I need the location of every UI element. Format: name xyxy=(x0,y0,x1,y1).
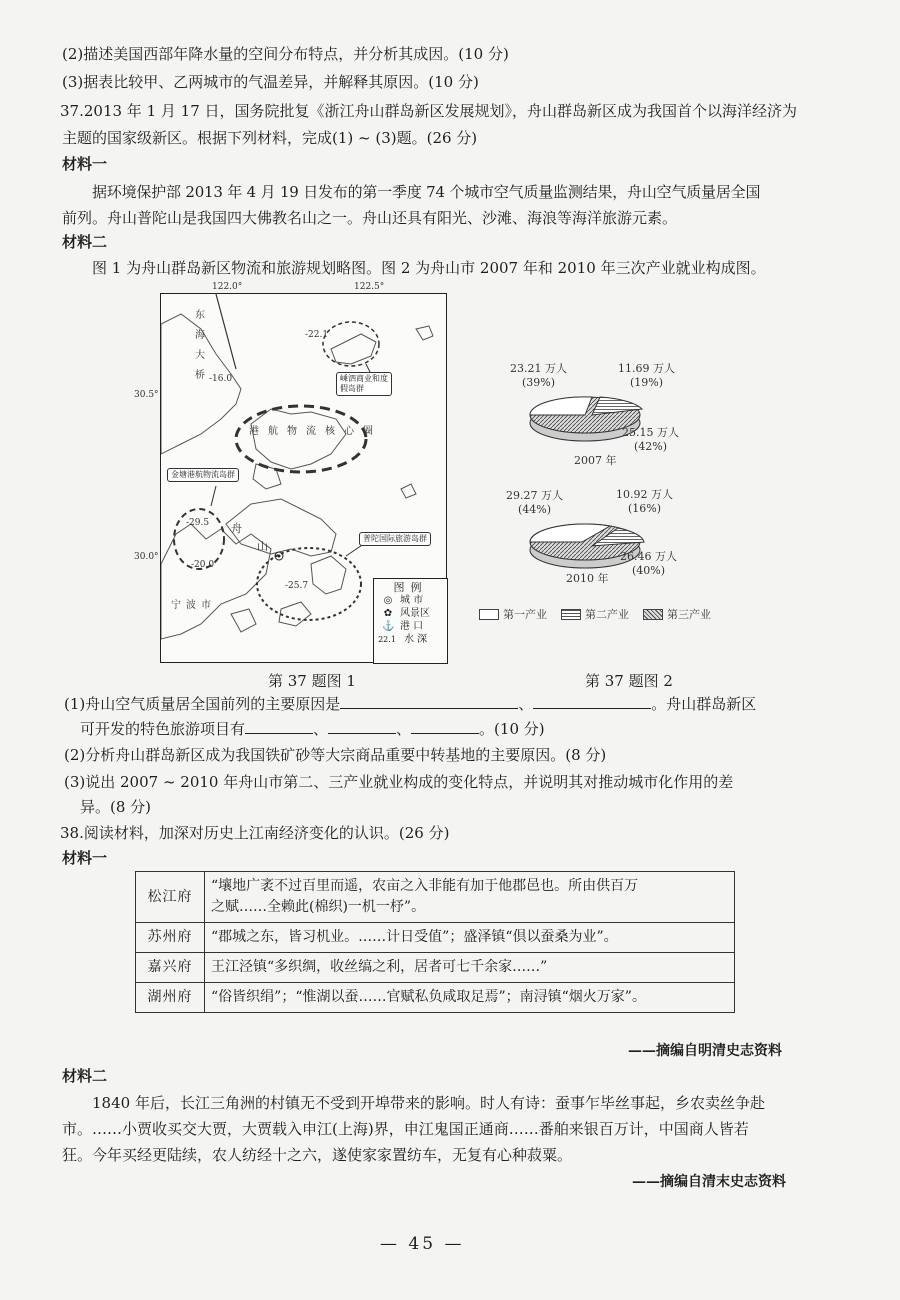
q38-material1-table xyxy=(135,871,735,1013)
table-cell-name: 嘉兴府 xyxy=(136,953,205,983)
q38-material2-line1: 1840 年后，长江三角洲的村镇无不受到开埠带来的影响。时人有诗：蚕事乍毕丝事起，乡农卖丝争赴 xyxy=(92,1094,765,1112)
anchor-icon: ⚓ xyxy=(382,621,395,632)
swatch-primary xyxy=(479,609,499,620)
map-depth-5: -25.7 xyxy=(285,581,309,591)
table-cell-name: 苏州府 xyxy=(136,923,205,953)
q36-part2: (2)描述美国西部年降水量的空间分布特点，并分析其成因。(10 分) xyxy=(62,45,509,63)
page-number: — 45 — xyxy=(380,1234,465,1254)
pie2007-c: 25.15 万人 (42%) xyxy=(622,426,679,453)
pie2010-a: 29.27 万人 (44%) xyxy=(506,489,563,516)
pie2007-year: 2007 年 xyxy=(574,454,617,467)
answer-blank-4[interactable] xyxy=(328,719,396,734)
map-depth-4: -20.0 xyxy=(191,560,215,570)
q38-material2-line3: 狂。今年买经更陆续，农人纺经十之六，遂使家家置纺车，无复有心种菽粟。 xyxy=(62,1146,573,1164)
answer-blank-2[interactable] xyxy=(533,694,651,709)
pie2007-b: 11.69 万人 (19%) xyxy=(618,362,675,389)
legend-item-port: ⚓ 港 口 xyxy=(382,621,424,632)
q37-sub3-line2: 异。(8 分) xyxy=(80,798,152,816)
q37-sub2: (2)分析舟山群岛新区成为我国铁矿砂等大宗商品重要中转基地的主要原因。(8 分) xyxy=(64,746,607,764)
map-latitude-2: 30.0° xyxy=(134,552,159,562)
q37-material1-title: 材料一 xyxy=(62,155,108,173)
fig1-caption: 第 37 题图 1 xyxy=(268,672,356,690)
q37-stem-line1: 37.2013 年 1 月 17 日，国务院批复《浙江舟山群岛新区发展规划》，舟山群岛新区成为我国首个以海洋经济为 xyxy=(60,102,798,120)
city-icon: ◎ xyxy=(383,595,393,606)
q37-material1-line1: 据环境保护部 2013 年 4 月 19 日发布的第一季度 74 个城市空气质量监测结果，舟山空气质量居全国 xyxy=(92,183,761,201)
legend-item-scenic: ✿ 风景区 xyxy=(383,608,430,619)
pie2010-c: 26.46 万人 (40%) xyxy=(620,550,677,577)
table-cell-text: “俗皆织绢”；“惟湖以蚕……官赋私负咸取足焉”；南浔镇“烟火万家”。 xyxy=(205,983,735,1013)
map-place-zhou: 舟 xyxy=(231,522,242,535)
legend-title: 图例 xyxy=(393,581,428,594)
answer-blank-5[interactable] xyxy=(411,719,479,734)
table-cell-text: “郡城之东，皆习机业。……计日受值”；盛泽镇“倶以蚕桑为业”。 xyxy=(205,923,735,953)
fig2-caption: 第 37 题图 2 xyxy=(585,672,673,690)
answer-blank-3[interactable] xyxy=(245,719,313,734)
pie2007-a: 23.21 万人 (39%) xyxy=(510,362,567,389)
table-row xyxy=(136,983,735,1013)
map-place-shan: 山 xyxy=(257,540,268,553)
map-depth-2: -16.0 xyxy=(209,374,233,384)
q38-material1-title: 材料一 xyxy=(62,849,108,867)
map-legend xyxy=(373,578,448,664)
map-zone-putuo: 普陀国际旅游岛群 xyxy=(359,532,431,546)
table-row xyxy=(136,923,735,953)
q38-source-2: ——摘编自清末史志资料 xyxy=(632,1174,786,1190)
q36-part3: (3)据表比较甲、乙两城市的气温差异，并解释其原因。(10 分) xyxy=(62,73,479,91)
q37-sub3-line1: (3)说出 2007 ~ 2010 年舟山市第二、三产业就业构成的变化特点，并说明其对推动城市化作用的差 xyxy=(64,773,734,791)
pie2010-year: 2010 年 xyxy=(566,572,609,585)
table-cell-text: “壤地广袤不过百里而遥，农亩之入非能有加于他郡邑也。所由供百万 之赋……全赖此(棉织)一机一杼”。 xyxy=(205,872,735,923)
q38-material2-line2: 市。……小贾收买交大贾，大贾载入申江(上海)界，申江鬼国正通商……番舶来银百万计，中国商人皆若 xyxy=(62,1120,749,1138)
q37-sub1-line2: 可开发的特色旅游项目有 、 、 。(10 分) xyxy=(80,720,545,738)
q37-sub1-line1: (1)舟山空气质量居全国前列的主要原因是 、 。舟山群岛新区 xyxy=(64,695,757,713)
pie-legend xyxy=(479,606,711,622)
q37-material2-line1: 图 1 为舟山群岛新区物流和旅游规划略图。图 2 为舟山市 2007 年和 2010 年三次产业就业构成图。 xyxy=(92,259,766,277)
answer-blank-1[interactable] xyxy=(340,694,518,709)
table-cell-name: 湖州府 xyxy=(136,983,205,1013)
map-longitude-2: 122.5° xyxy=(354,282,385,292)
key-primary: 第一产业 xyxy=(479,606,547,622)
table-cell-text: 王江泾镇“多织绸，收丝缟之利，居者可七千余家……” xyxy=(205,953,735,983)
q38-source-1: ——摘编自明清史志资料 xyxy=(628,1043,782,1059)
map-latitude-1: 30.5° xyxy=(134,390,159,400)
legend-item-depth: 22.1 水 深 xyxy=(374,633,447,646)
key-tertiary: 第三产业 xyxy=(643,606,711,622)
map-depth-1: -22.1 xyxy=(305,330,329,340)
q38-stem: 38.阅读材料，加深对历史上江南经济变化的认识。(26 分) xyxy=(60,824,450,842)
table-row xyxy=(136,872,735,923)
q38-material2-title: 材料二 xyxy=(62,1067,108,1085)
map-bridge-label: 东海大桥 xyxy=(195,310,205,381)
depth-icon: 22.1 xyxy=(378,635,396,644)
legend-item-city: ◎ 城 市 xyxy=(383,595,424,606)
table-cell-name: 松江府 xyxy=(136,872,205,923)
pie2010-b: 10.92 万人 (16%) xyxy=(616,488,673,515)
map-depth-3: -29.5 xyxy=(186,518,210,528)
map-zone-core: 港航物流核心圈 xyxy=(249,426,382,437)
q37-material2-title: 材料二 xyxy=(62,233,108,251)
scenic-icon: ✿ xyxy=(383,608,393,619)
map-longitude-1: 122.0° xyxy=(212,282,243,292)
swatch-tertiary xyxy=(643,609,663,620)
swatch-secondary xyxy=(561,609,581,620)
map-zone-shengsi: 嵊泗商业和度假岛群 xyxy=(336,372,392,396)
table-row xyxy=(136,953,735,983)
q37-stem-line2: 主题的国家级新区。根据下列材料，完成(1) ~ (3)题。(26 分) xyxy=(62,129,478,147)
map-city-ningbo: 宁波市 xyxy=(171,600,216,611)
key-secondary: 第二产业 xyxy=(561,606,629,622)
map-zone-jintang: 金塘港航物流岛群 xyxy=(167,468,239,482)
zhoushan-map xyxy=(160,293,447,663)
q37-material1-line2: 前列。舟山普陀山是我国四大佛教名山之一。舟山还具有阳光、沙滩、海浪等海洋旅游元素。 xyxy=(62,209,678,227)
